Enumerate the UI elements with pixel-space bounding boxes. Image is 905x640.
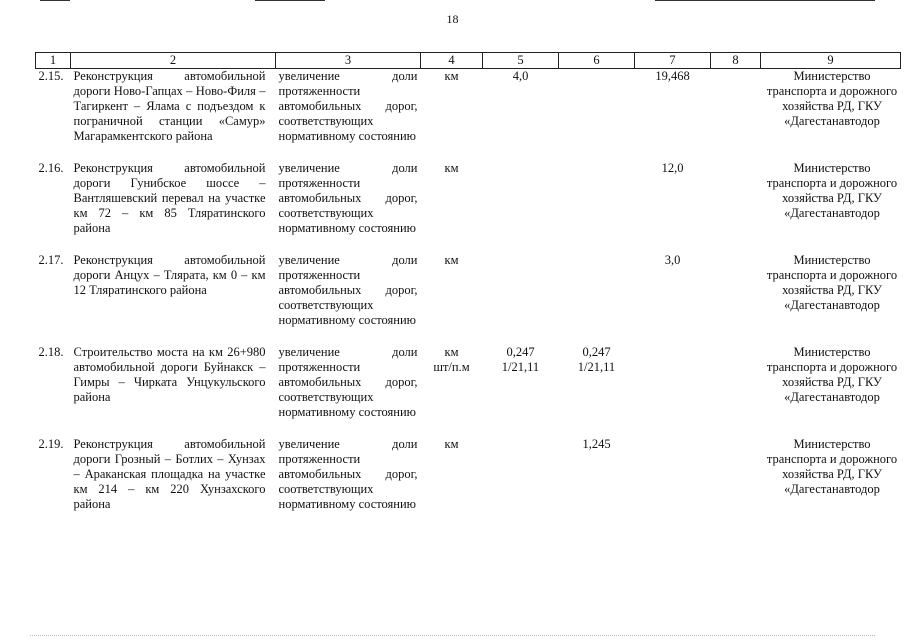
value-col7: 19,468: [655, 69, 690, 83]
value-col6: [559, 69, 635, 162]
table-row: [36, 69, 901, 162]
indicator-text: увеличение доли протяженности автомобильных дорог, соответствующих нормативному состоянию: [278, 253, 418, 327]
page-bottom-edge: [30, 635, 875, 636]
value-col5: [483, 253, 559, 345]
row-number: 2.17.: [38, 253, 64, 267]
unit-cell: км: [444, 253, 459, 267]
page-number: 18: [446, 12, 459, 26]
table-row: [36, 161, 901, 253]
measure-name: Реконструкция автомобильной дороги Гунибское шоссе – Вантляшевский перевал на участке км 72 – км 85 Тляратинского района: [73, 161, 266, 235]
indicator-text: увеличение доли протяженности автомобильных дорог, соответствующих нормативному состоянию: [278, 69, 418, 143]
value-col8: [711, 161, 761, 253]
value-col5: [483, 437, 559, 529]
column-header: 8: [711, 53, 761, 69]
table-row: [36, 253, 901, 345]
responsible-org: Министерство транспорта и дорожного хозяйства РД, ГКУ «Дагестанавтодор: [766, 69, 898, 128]
row-number: 2.15.: [38, 69, 64, 83]
column-header: 9: [761, 53, 901, 69]
value-col7: [635, 437, 711, 529]
indicator-text: увеличение доли протяженности автомобильных дорог, соответствующих нормативному состоянию: [278, 437, 418, 511]
measure-name: Реконструкция автомобильной дороги Ново-Гапцах – Ново-Филя – Тагиркент – Ялама с подъездом к пограничной станции «Самур» Магарамкентского района: [73, 69, 266, 143]
value-col6: 1,245: [582, 437, 611, 451]
indicator-text: увеличение доли протяженности автомобильных дорог, соответствующих нормативному состоянию: [278, 161, 418, 235]
measure-name: Строительство моста на км 26+980 автомобильной дороги Буйнакск – Гимры – Чирката Унцукульского района: [73, 345, 266, 404]
unit-cell: км шт/п.м: [433, 345, 470, 374]
value-col7: 3,0: [664, 253, 681, 267]
column-number-row: [36, 53, 901, 69]
column-header: 1: [36, 53, 71, 69]
scan-edge-line: [655, 0, 875, 1]
responsible-org: Министерство транспорта и дорожного хозяйства РД, ГКУ «Дагестанавтодор: [766, 253, 898, 312]
measure-name: Реконструкция автомобильной дороги Грозный – Ботлих – Хунзах – Араканская площадка на участке км 214 – км 220 Хунзахского района: [73, 437, 266, 511]
value-col6: [559, 253, 635, 345]
value-col8: [711, 253, 761, 345]
value-col5: [483, 161, 559, 253]
measure-name: Реконструкция автомобильной дороги Анцух – Тлярата, км 0 – км 12 Тляратинского района: [73, 253, 266, 297]
value-col6: [559, 161, 635, 253]
value-col5: 0,247 1/21,11: [501, 345, 540, 374]
scan-edge-line: [255, 0, 325, 1]
responsible-org: Министерство транспорта и дорожного хозяйства РД, ГКУ «Дагестанавтодор: [766, 345, 898, 404]
table-row: [36, 345, 901, 437]
column-header: 3: [276, 53, 421, 69]
value-col8: [711, 345, 761, 437]
value-col7: [635, 345, 711, 437]
column-header: 2: [71, 53, 276, 69]
row-number: 2.18.: [38, 345, 64, 359]
column-header: 5: [483, 53, 559, 69]
value-col6: 0,247 1/21,11: [577, 345, 616, 374]
value-col8: [711, 69, 761, 162]
responsible-org: Министерство транспорта и дорожного хозяйства РД, ГКУ «Дагестанавтодор: [766, 161, 898, 220]
column-header: 4: [421, 53, 483, 69]
unit-cell: км: [444, 69, 459, 83]
table-row: [36, 437, 901, 529]
scan-edge-line: [40, 0, 70, 1]
unit-cell: км: [444, 437, 459, 451]
plan-table: [35, 52, 901, 529]
value-col5: 4,0: [512, 69, 529, 83]
value-col7: 12,0: [661, 161, 684, 175]
column-header: 7: [635, 53, 711, 69]
value-col8: [711, 437, 761, 529]
unit-cell: км: [444, 161, 459, 175]
column-header: 6: [559, 53, 635, 69]
indicator-text: увеличение доли протяженности автомобильных дорог, соответствующих нормативному состоянию: [278, 345, 418, 419]
responsible-org: Министерство транспорта и дорожного хозяйства РД, ГКУ «Дагестанавтодор: [766, 437, 898, 496]
row-number: 2.19.: [38, 437, 64, 451]
row-number: 2.16.: [38, 161, 64, 175]
